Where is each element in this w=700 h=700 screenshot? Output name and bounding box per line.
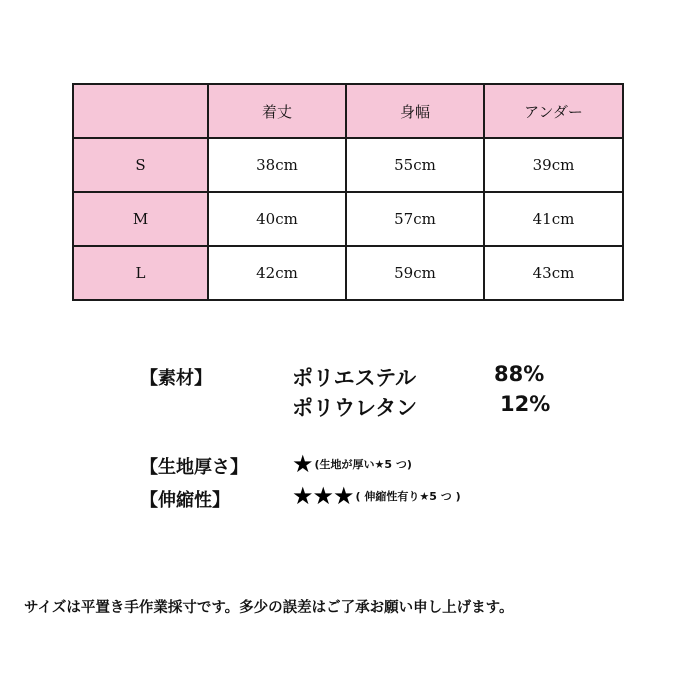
thickness-label: 【生地厚さ】 xyxy=(140,457,248,478)
size-table xyxy=(72,83,624,301)
header-under-cell: アンダー xyxy=(484,84,623,138)
material-label: 【素材】 xyxy=(140,368,212,389)
header-length-cell: 着丈 xyxy=(208,84,346,138)
material-percent: 88% xyxy=(494,362,545,386)
size-label-cell: S xyxy=(73,138,208,192)
material-percent: 12% xyxy=(500,392,551,416)
thickness-note: (生地が厚い★5 つ) xyxy=(314,458,412,471)
table-row xyxy=(73,138,623,192)
table-cell: 55cm xyxy=(346,138,484,192)
stretch-label: 【伸縮性】 xyxy=(140,490,230,511)
size-label-cell: L xyxy=(73,246,208,300)
table-header-row xyxy=(73,84,623,138)
table-cell: 42cm xyxy=(208,246,346,300)
table-cell: 57cm xyxy=(346,192,484,246)
header-corner-cell xyxy=(73,84,208,138)
material-name: ポリウレタン xyxy=(292,396,418,420)
table-cell: 43cm xyxy=(484,246,623,300)
stretch-rating xyxy=(292,482,461,510)
table-cell: 39cm xyxy=(484,138,623,192)
table-cell: 40cm xyxy=(208,192,346,246)
table-row xyxy=(73,192,623,246)
measurement-disclaimer: サイズは平置き手作業採寸です。多少の誤差はご了承お願い申し上げます。 xyxy=(24,600,514,616)
table-row xyxy=(73,246,623,300)
thickness-rating xyxy=(292,450,412,478)
stretch-note: ( 伸縮性有り★5 つ ) xyxy=(355,490,461,503)
star-icon: ★★★ xyxy=(292,482,354,510)
table-cell: 38cm xyxy=(208,138,346,192)
header-width-cell: 身幅 xyxy=(346,84,484,138)
size-label-cell: M xyxy=(73,192,208,246)
table-cell: 59cm xyxy=(346,246,484,300)
star-icon: ★ xyxy=(292,450,313,478)
material-name: ポリエステル xyxy=(292,366,417,390)
table-cell: 41cm xyxy=(484,192,623,246)
